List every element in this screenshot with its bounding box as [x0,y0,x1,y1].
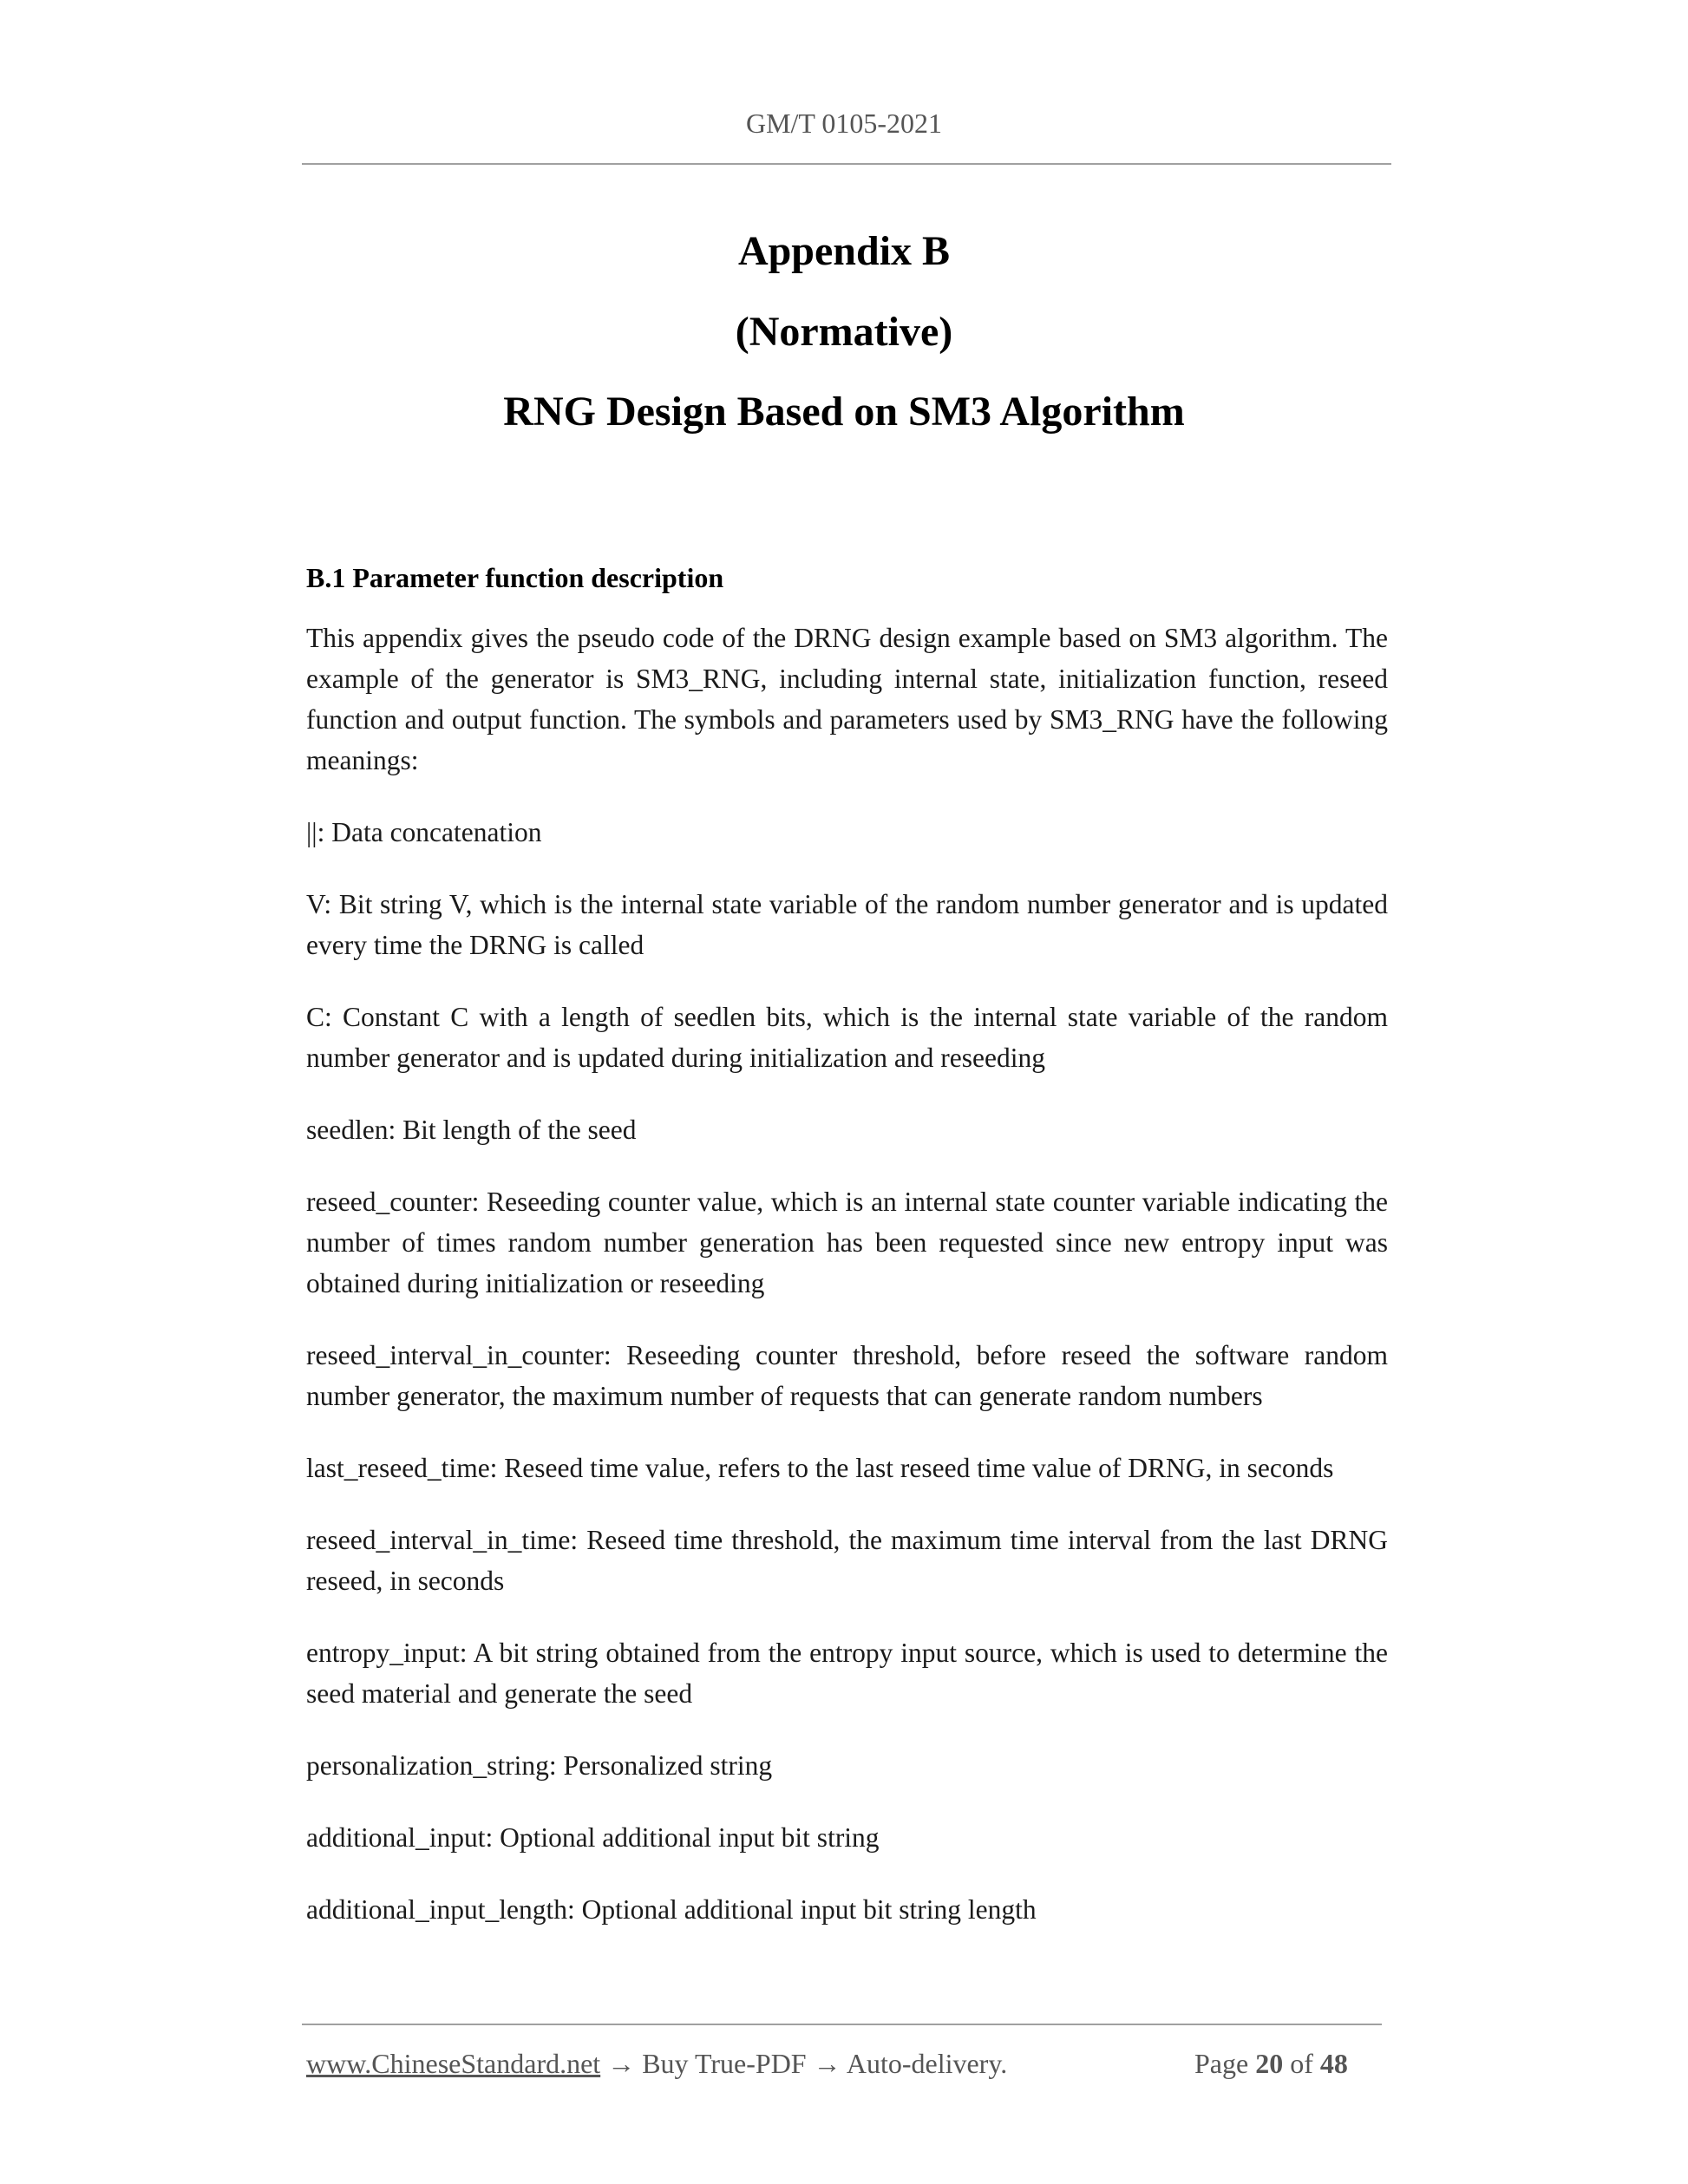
page-label: Page [1194,2048,1249,2079]
section-heading: B.1 Parameter function description [306,562,724,593]
paragraph-reseed-interval-counter: reseed_interval_in_counter: Reseeding counter threshold, before reseed the software random number generator, the maximum number of requests that can generate random numbers [306,1340,1388,1411]
page-total: 48 [1319,2048,1348,2079]
delivery-text: Auto-delivery. [846,2048,1008,2079]
paragraph-reseed-counter: reseed_counter: Reseeding counter value, which is an internal state counter variable indicating the number of times random number generation has been requested since new entropy input was obtained during initialization or reseeding [306,1187,1388,1298]
website-link[interactable]: www.ChineseStandard.net [306,2048,601,2079]
of-label: of [1290,2048,1313,2079]
header-divider [302,163,1391,165]
paragraph-additional-input: additional_input: Optional additional input bit string [306,1822,880,1853]
paragraph-c: C: Constant C with a length of seedlen bits, which is the internal state variable of the random number generator and is updated during initialization and reseeding [306,1002,1388,1073]
document-id-header: GM/T 0105-2021 [745,108,943,139]
footer-divider [302,2024,1382,2025]
appendix-subject: RNG Design Based on SM3 Algorithm [503,389,1185,435]
buy-text: Buy True-PDF [642,2048,807,2079]
paragraph-intro: This appendix gives the pseudo code of the DRNG design example based on SM3 algorithm. The example of the generator is SM3_RNG, including internal state, initialization function, reseed function and output function. The symbols and parameters used by SM3_RNG have the following meanings: [306,623,1388,775]
footer-promo [306,2048,1007,2080]
paragraph-entropy-input: entropy_input: A bit string obtained from the entropy input source, which is used to determine the seed material and generate the seed [306,1638,1388,1709]
paragraph-additional-input-length: additional_input_length: Optional additional input bit string length [306,1894,1037,1925]
paragraph-seedlen: seedlen: Bit length of the seed [306,1115,637,1145]
arrow-right-icon: → [813,2048,841,2079]
paragraph-v: V: Bit string V, which is the internal state variable of the random number generator and is updated every time the DRNG is called [306,889,1388,960]
section-body [306,618,1388,1961]
arrow-right-icon: → [607,2048,636,2079]
paragraph-last-reseed-time: last_reseed_time: Reseed time value, refers to the last reseed time value of DRNG, in seconds [306,1453,1334,1483]
paragraph-concatenation: ||: Data concatenation [306,817,542,847]
paragraph-reseed-interval-time: reseed_interval_in_time: Reseed time threshold, the maximum time interval from the last DRNG reseed, in seconds [306,1525,1388,1596]
paragraph-personalization-string: personalization_string: Personalized string [306,1750,773,1781]
appendix-title: Appendix B [737,228,951,274]
page-current: 20 [1255,2048,1284,2079]
page-indicator [1194,2048,1348,2080]
appendix-type: (Normative) [735,309,953,355]
